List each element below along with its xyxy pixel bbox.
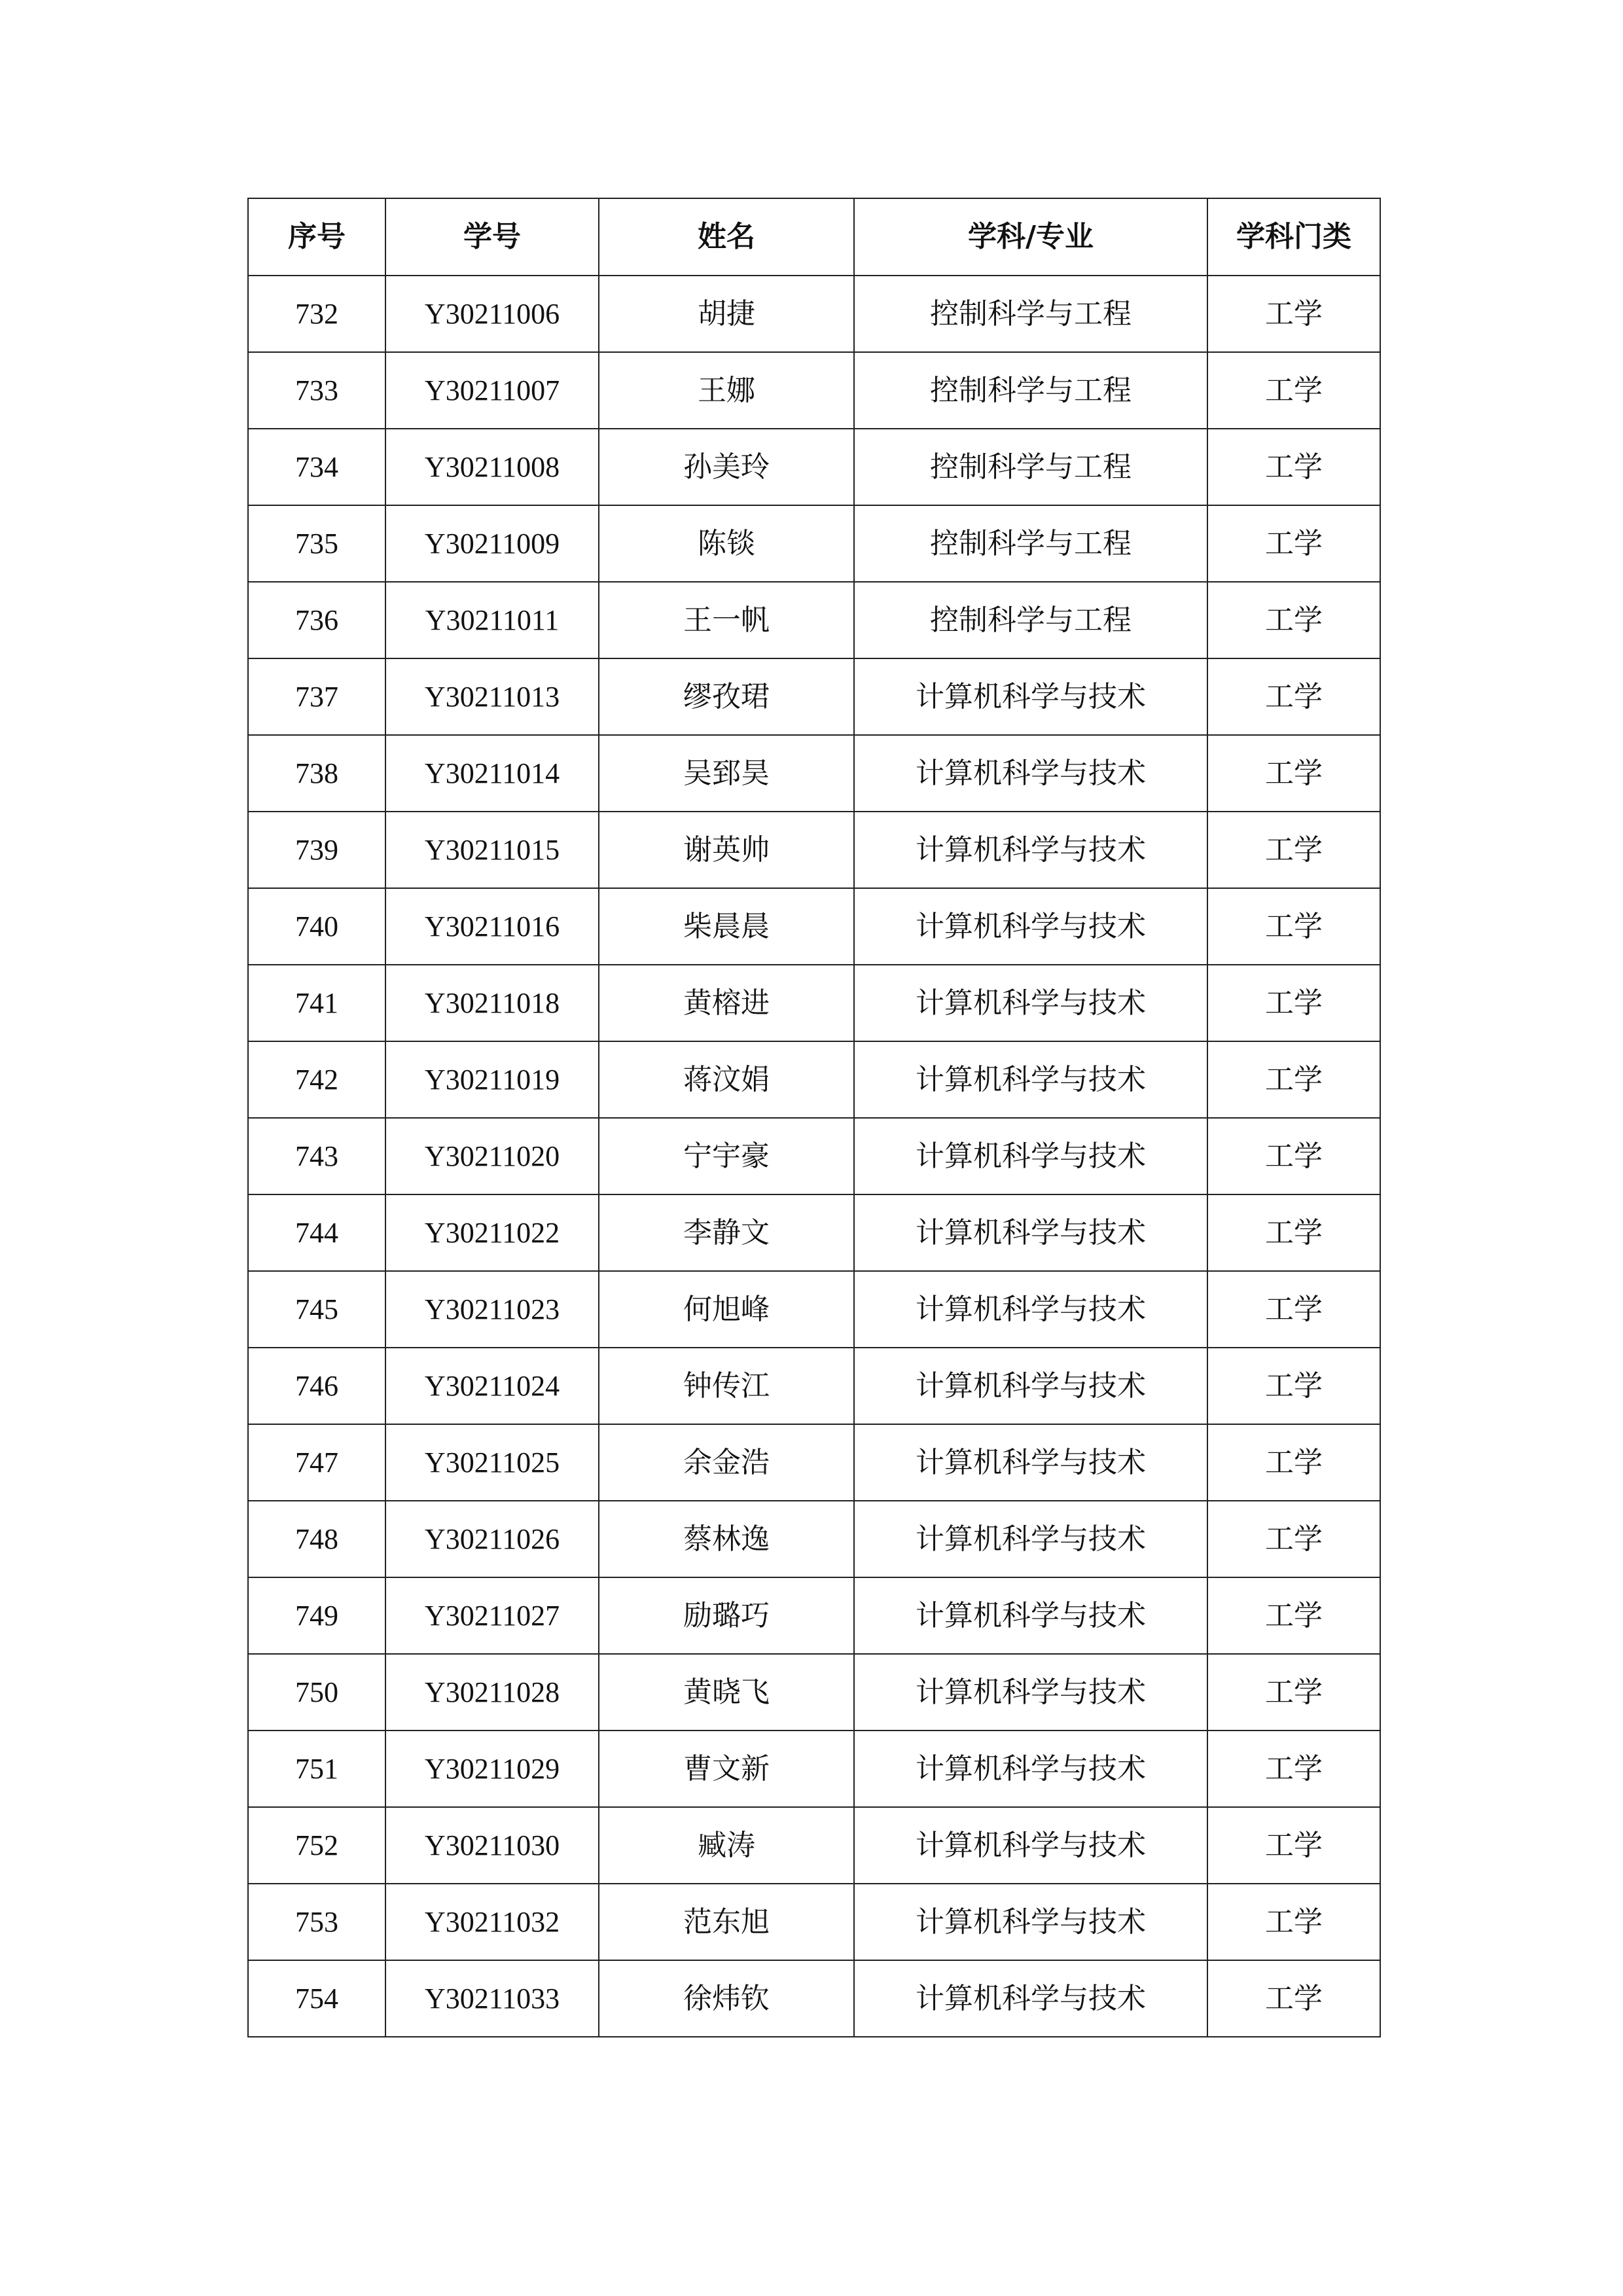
table-row — [248, 1654, 1380, 1731]
cell-name: 柴晨晨 — [599, 888, 854, 965]
table-row — [248, 1807, 1380, 1884]
cell-major: 控制科学与工程 — [854, 352, 1207, 429]
cell-category: 工学 — [1207, 1731, 1380, 1807]
header-seq: 序号 — [248, 198, 385, 276]
table-row — [248, 276, 1380, 352]
cell-major: 计算机科学与技术 — [854, 658, 1207, 735]
cell-student-id: Y30211026 — [385, 1501, 599, 1577]
cell-student-id: Y30211016 — [385, 888, 599, 965]
cell-major: 计算机科学与技术 — [854, 735, 1207, 812]
cell-name: 王一帆 — [599, 582, 854, 658]
cell-category: 工学 — [1207, 1041, 1380, 1118]
student-roster-table — [247, 198, 1381, 2037]
cell-student-id: Y30211020 — [385, 1118, 599, 1194]
cell-name: 励璐巧 — [599, 1577, 854, 1654]
cell-category: 工学 — [1207, 1501, 1380, 1577]
cell-seq: 746 — [248, 1348, 385, 1424]
cell-student-id: Y30211018 — [385, 965, 599, 1041]
table-row — [248, 888, 1380, 965]
cell-student-id: Y30211011 — [385, 582, 599, 658]
cell-name: 缪孜珺 — [599, 658, 854, 735]
cell-seq: 737 — [248, 658, 385, 735]
header-name: 姓名 — [599, 198, 854, 276]
table-row — [248, 429, 1380, 505]
table-row — [248, 1348, 1380, 1424]
cell-major: 计算机科学与技术 — [854, 1654, 1207, 1731]
cell-seq: 740 — [248, 888, 385, 965]
table-row — [248, 1577, 1380, 1654]
table-row — [248, 1118, 1380, 1194]
cell-major: 计算机科学与技术 — [854, 812, 1207, 888]
header-category: 学科门类 — [1207, 198, 1380, 276]
cell-major: 计算机科学与技术 — [854, 1041, 1207, 1118]
cell-category: 工学 — [1207, 1577, 1380, 1654]
cell-name: 谢英帅 — [599, 812, 854, 888]
cell-seq: 752 — [248, 1807, 385, 1884]
cell-major: 计算机科学与技术 — [854, 1577, 1207, 1654]
cell-seq: 743 — [248, 1118, 385, 1194]
table-row — [248, 1424, 1380, 1501]
cell-seq: 744 — [248, 1194, 385, 1271]
cell-category: 工学 — [1207, 1194, 1380, 1271]
cell-student-id: Y30211023 — [385, 1271, 599, 1348]
table-row — [248, 352, 1380, 429]
cell-major: 计算机科学与技术 — [854, 1807, 1207, 1884]
cell-seq: 747 — [248, 1424, 385, 1501]
cell-name: 李静文 — [599, 1194, 854, 1271]
cell-name: 臧涛 — [599, 1807, 854, 1884]
cell-student-id: Y30211009 — [385, 505, 599, 582]
cell-name: 曹文新 — [599, 1731, 854, 1807]
cell-name: 徐炜钦 — [599, 1960, 854, 2037]
table-body — [248, 276, 1380, 2037]
cell-student-id: Y30211013 — [385, 658, 599, 735]
cell-seq: 735 — [248, 505, 385, 582]
cell-major: 计算机科学与技术 — [854, 1118, 1207, 1194]
cell-category: 工学 — [1207, 1960, 1380, 2037]
table-header — [248, 198, 1380, 276]
cell-seq: 741 — [248, 965, 385, 1041]
cell-seq: 733 — [248, 352, 385, 429]
cell-seq: 748 — [248, 1501, 385, 1577]
cell-category: 工学 — [1207, 735, 1380, 812]
cell-student-id: Y30211025 — [385, 1424, 599, 1501]
cell-name: 何旭峰 — [599, 1271, 854, 1348]
cell-student-id: Y30211022 — [385, 1194, 599, 1271]
cell-name: 王娜 — [599, 352, 854, 429]
cell-name: 黄晓飞 — [599, 1654, 854, 1731]
cell-student-id: Y30211028 — [385, 1654, 599, 1731]
cell-student-id: Y30211019 — [385, 1041, 599, 1118]
cell-category: 工学 — [1207, 812, 1380, 888]
cell-major: 控制科学与工程 — [854, 582, 1207, 658]
cell-seq: 749 — [248, 1577, 385, 1654]
table-row — [248, 505, 1380, 582]
cell-category: 工学 — [1207, 1424, 1380, 1501]
cell-seq: 732 — [248, 276, 385, 352]
table-row — [248, 965, 1380, 1041]
cell-name: 胡捷 — [599, 276, 854, 352]
cell-major: 计算机科学与技术 — [854, 965, 1207, 1041]
cell-category: 工学 — [1207, 1884, 1380, 1960]
cell-student-id: Y30211033 — [385, 1960, 599, 2037]
cell-name: 余金浩 — [599, 1424, 854, 1501]
cell-category: 工学 — [1207, 276, 1380, 352]
cell-category: 工学 — [1207, 1271, 1380, 1348]
table-row — [248, 1884, 1380, 1960]
cell-category: 工学 — [1207, 888, 1380, 965]
cell-category: 工学 — [1207, 1654, 1380, 1731]
cell-student-id: Y30211024 — [385, 1348, 599, 1424]
table-row — [248, 582, 1380, 658]
cell-category: 工学 — [1207, 965, 1380, 1041]
table-row — [248, 1194, 1380, 1271]
table-row — [248, 1960, 1380, 2037]
cell-name: 蔡林逸 — [599, 1501, 854, 1577]
cell-major: 计算机科学与技术 — [854, 1960, 1207, 2037]
cell-name: 孙美玲 — [599, 429, 854, 505]
table-row — [248, 1041, 1380, 1118]
cell-seq: 739 — [248, 812, 385, 888]
cell-name: 陈锬 — [599, 505, 854, 582]
cell-name: 范东旭 — [599, 1884, 854, 1960]
cell-category: 工学 — [1207, 582, 1380, 658]
cell-student-id: Y30211015 — [385, 812, 599, 888]
cell-student-id: Y30211007 — [385, 352, 599, 429]
cell-major: 控制科学与工程 — [854, 429, 1207, 505]
cell-seq: 753 — [248, 1884, 385, 1960]
cell-category: 工学 — [1207, 1348, 1380, 1424]
cell-name: 黄榕进 — [599, 965, 854, 1041]
cell-category: 工学 — [1207, 429, 1380, 505]
cell-major: 计算机科学与技术 — [854, 1501, 1207, 1577]
cell-major: 计算机科学与技术 — [854, 888, 1207, 965]
cell-seq: 754 — [248, 1960, 385, 2037]
cell-student-id: Y30211014 — [385, 735, 599, 812]
table-row — [248, 1271, 1380, 1348]
cell-seq: 751 — [248, 1731, 385, 1807]
header-student-id: 学号 — [385, 198, 599, 276]
cell-seq: 736 — [248, 582, 385, 658]
cell-student-id: Y30211032 — [385, 1884, 599, 1960]
cell-student-id: Y30211008 — [385, 429, 599, 505]
cell-category: 工学 — [1207, 352, 1380, 429]
table-row — [248, 735, 1380, 812]
header-row — [248, 198, 1380, 276]
cell-category: 工学 — [1207, 1807, 1380, 1884]
cell-major: 计算机科学与技术 — [854, 1194, 1207, 1271]
cell-student-id: Y30211027 — [385, 1577, 599, 1654]
cell-name: 钟传江 — [599, 1348, 854, 1424]
table-row — [248, 812, 1380, 888]
table-row — [248, 1731, 1380, 1807]
cell-seq: 742 — [248, 1041, 385, 1118]
cell-student-id: Y30211006 — [385, 276, 599, 352]
cell-major: 计算机科学与技术 — [854, 1271, 1207, 1348]
cell-seq: 745 — [248, 1271, 385, 1348]
cell-category: 工学 — [1207, 1118, 1380, 1194]
cell-major: 计算机科学与技术 — [854, 1348, 1207, 1424]
cell-name: 宁宇豪 — [599, 1118, 854, 1194]
table-row — [248, 658, 1380, 735]
cell-major: 控制科学与工程 — [854, 505, 1207, 582]
cell-major: 控制科学与工程 — [854, 276, 1207, 352]
cell-category: 工学 — [1207, 505, 1380, 582]
cell-name: 蒋汶娟 — [599, 1041, 854, 1118]
cell-major: 计算机科学与技术 — [854, 1424, 1207, 1501]
cell-name: 吴郅昊 — [599, 735, 854, 812]
cell-seq: 734 — [248, 429, 385, 505]
table-row — [248, 1501, 1380, 1577]
cell-major: 计算机科学与技术 — [854, 1884, 1207, 1960]
cell-major: 计算机科学与技术 — [854, 1731, 1207, 1807]
cell-student-id: Y30211030 — [385, 1807, 599, 1884]
cell-category: 工学 — [1207, 658, 1380, 735]
header-major: 学科/专业 — [854, 198, 1207, 276]
cell-seq: 738 — [248, 735, 385, 812]
cell-seq: 750 — [248, 1654, 385, 1731]
cell-student-id: Y30211029 — [385, 1731, 599, 1807]
